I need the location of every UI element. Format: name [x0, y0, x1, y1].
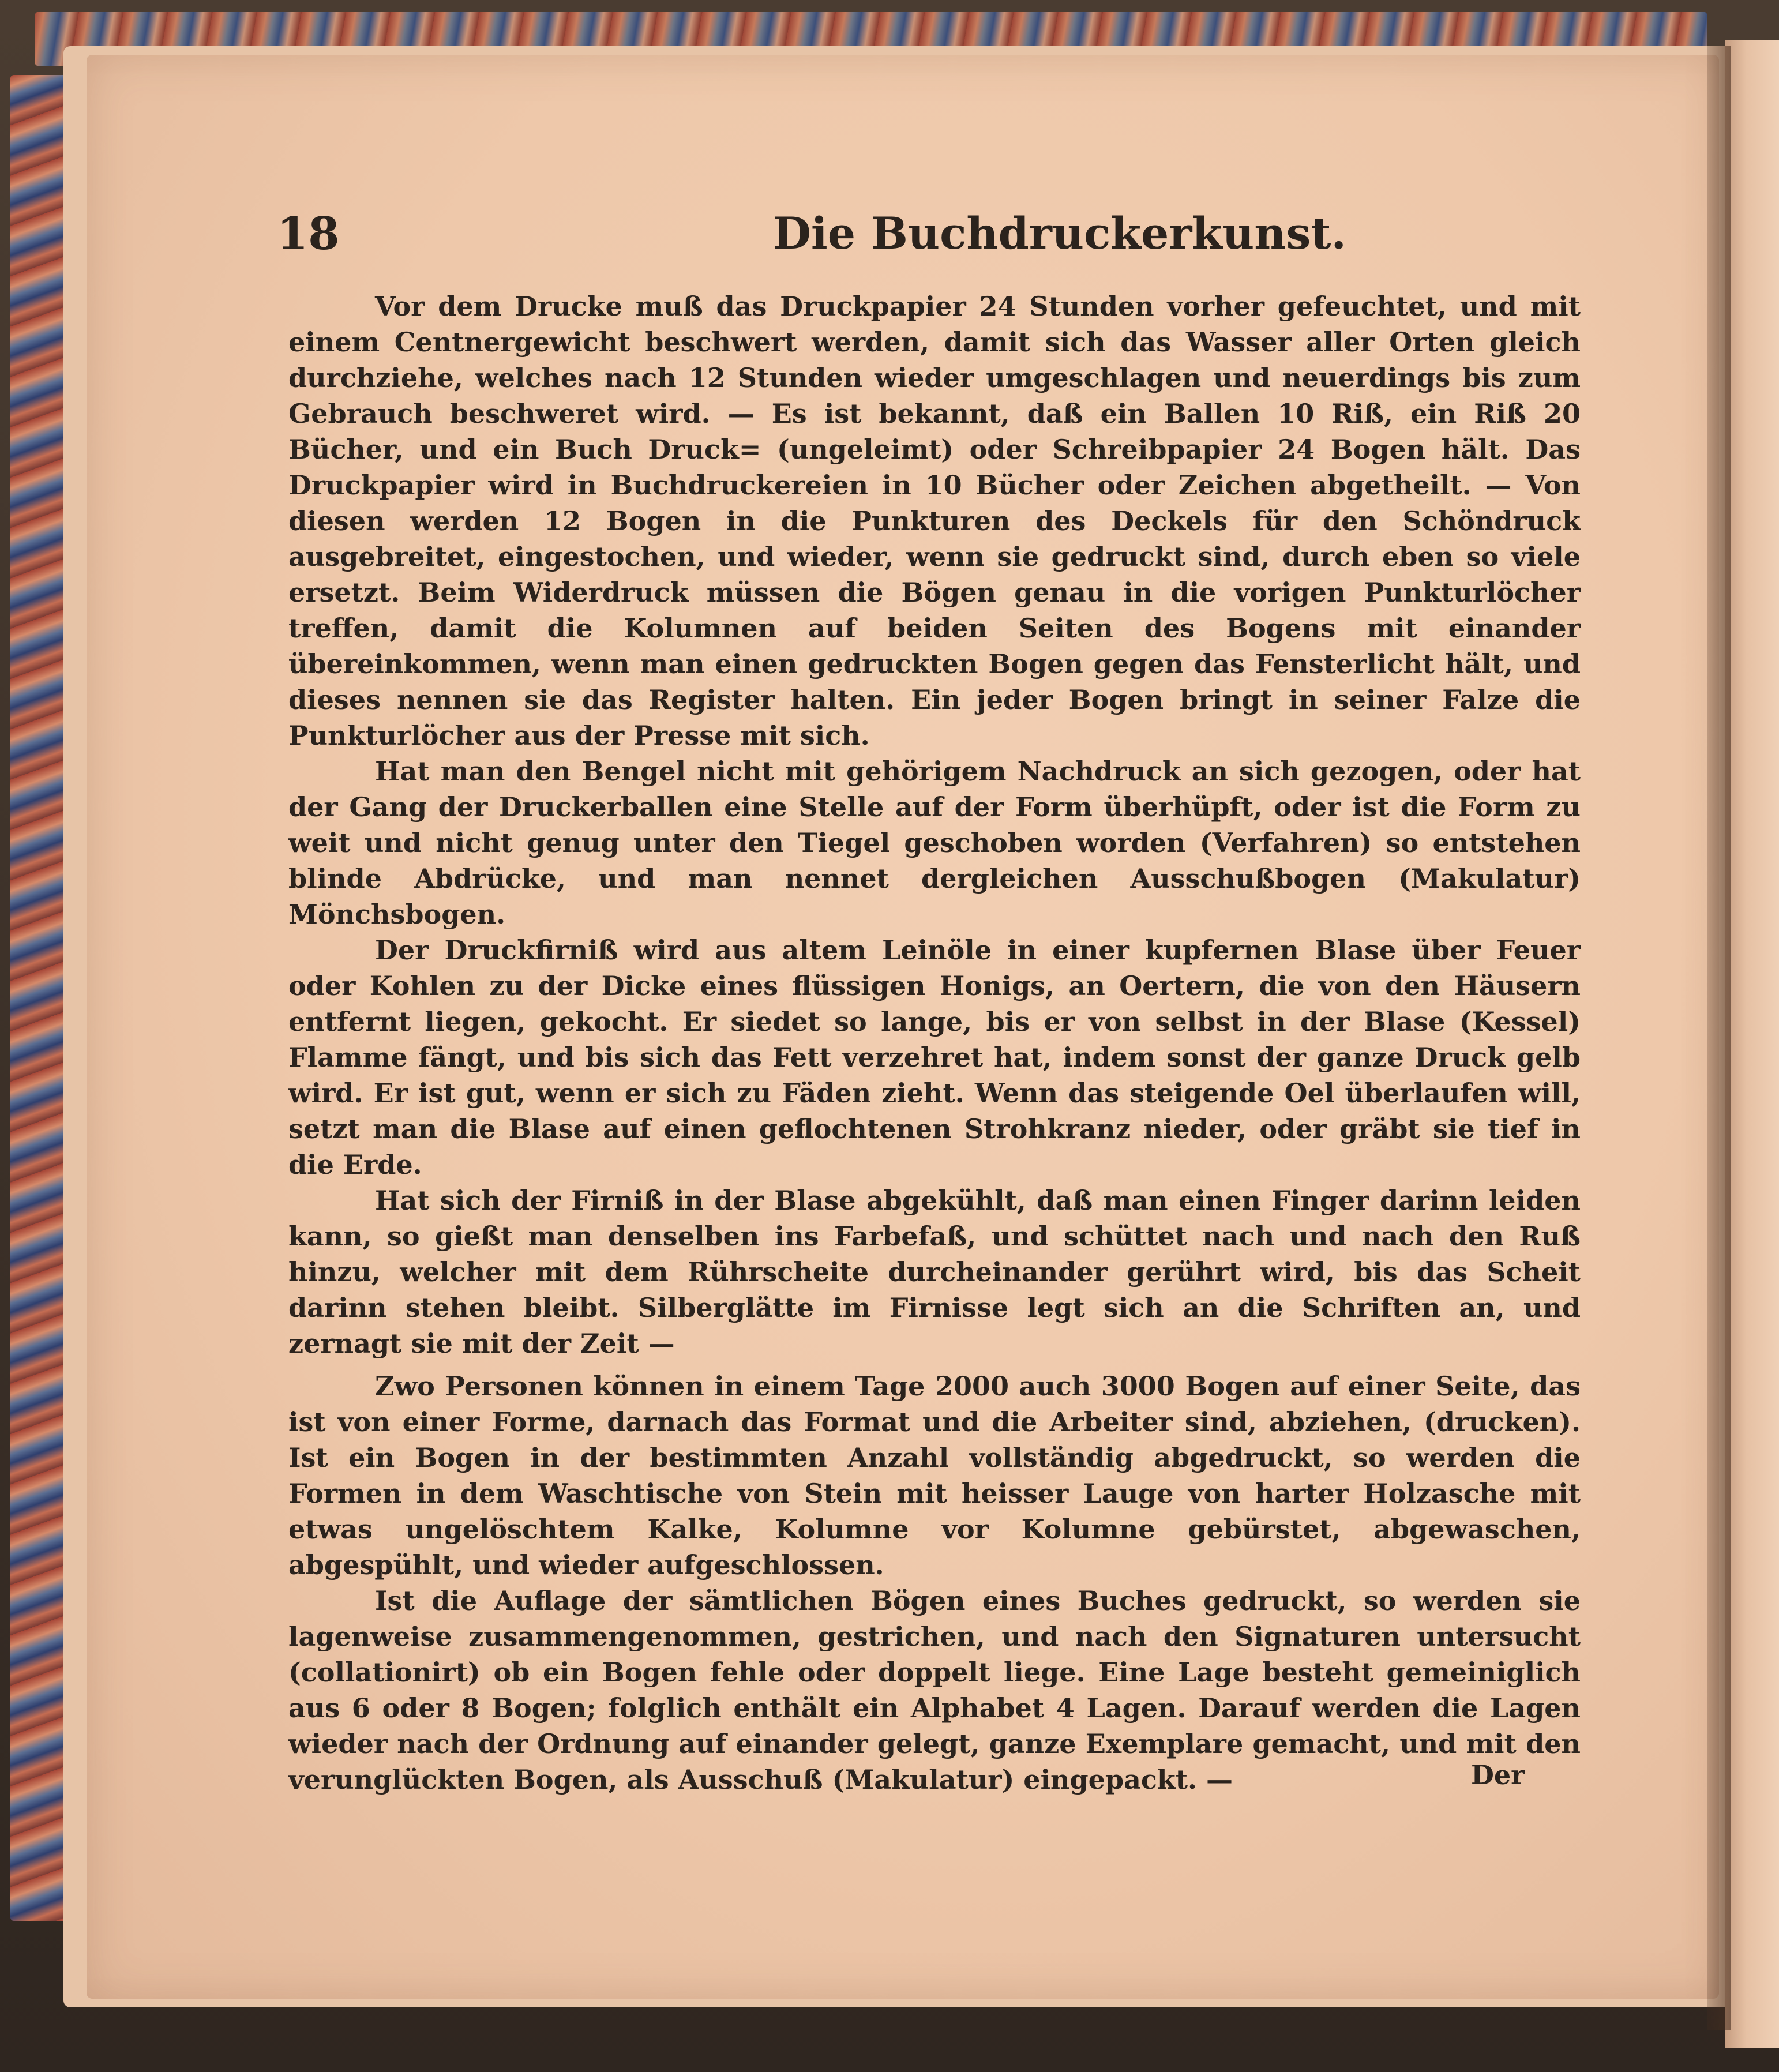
paragraph-varnish: Der Druckfirniß wird aus altem Leinöle in einer kupfernen Blase über Feuer oder Kohlen zu der Dicke eines flüssigen Honigs, an Oertern, die von den Häusern entfernt liegen, gekocht. Er siedet so lange, bis er von selbst in der Blase (Kessel) Flamme fängt, und bis sich das Fett verzehret hat, indem sonst der ganze Druck gelb wird. Er ist gut, wenn er sich zu Fäden zieht. Wenn das steigende Oel überlaufen will, setzt man die Blase auf einen geflochtenen Strohkranz nieder, oder gräbt sie tief in die Erde. [288, 934, 1581, 1180]
paragraph-collation: Ist die Auflage der sämtlichen Bögen eines Buches gedruckt, so werden sie lagenweise zusammengenommen, gestrichen, und nach den Signaturen untersucht (collationirt) ob ein Bogen fehle oder doppelt liege. Eine Lage besteht gemeiniglich aus 6 oder 8 Bogen; folglich enthält ein Alphabet 4 Lagen. Darauf werden die Lagen wieder nach der Ordnung auf einander gelegt, ganze Exemplare gemacht, und mit den verunglückten Bogen, als Ausschuß (Makulatur) eingepackt. — [288, 1585, 1581, 1795]
book-gutter [1707, 46, 1731, 2030]
running-title: Die Buchdruckerkunst. [773, 208, 1346, 259]
paragraph-blind-prints: Hat man den Bengel nicht mit gehörigem Nachdruck an sich gezogen, oder hat der Gang der Druckerballen eine Stelle auf der Form überhüpft, oder ist die Form zu weit und nicht genug unter den Tiegel geschoben worden (Verfahren) so entstehen blinde Abdrücke, und man nennet dergleichen Ausschußbogen (Makulatur) Mönchsbogen. [288, 756, 1581, 930]
paragraph-dampening: Vor dem Drucke muß das Druckpapier 24 Stunden vorher gefeuchtet, und mit einem Centnergewicht beschwert werden, damit sich das Wasser aller Orten gleich durchziehe, welches nach 12 Stunden wieder umgeschlagen und neuerdings bis zum Gebrauch beschweret wird. — Es ist bekannt, daß ein Ballen 10 Riß, ein Riß 20 Bücher, und ein Buch Druck= (ungeleimt) oder Schreibpapier 24 Bogen hält. Das Druckpapier wird in Buchdruckereien in 10 Bücher oder Zeichen abgetheilt. — Von diesen werden 12 Bogen in die Punkturen des Deckels für den Schöndruck ausgebreitet, eingestochen, und wieder, wenn sie gedruckt sind, durch eben so viele ersetzt. Beim Widerdruck müssen die Bögen genau in die vorigen Punkturlöcher treffen, damit die Kolumnen auf beiden Seiten des Bogens mit einander übereinkommen, wenn man einen gedruckten Bogen gegen das Fensterlicht hält, und dieses nennen sie das Register halten. Ein jeder Bogen bringt in seiner Falze die Punkturlöcher aus der Presse mit sich. [288, 291, 1581, 751]
page-header [277, 208, 1346, 271]
page-number: 18 [277, 208, 340, 260]
facing-page-edge [1725, 40, 1779, 2048]
catchword: Der [1471, 1759, 1525, 1791]
paragraph-output: Zwo Personen können in einem Tage 2000 auch 3000 Bogen auf einer Seite, das ist von einer Forme, darnach das Format und die Arbeiter sind, abziehen, (drucken). Ist ein Bogen in der bestimmten Anzahl vollständig abgedruckt, so werden die Formen in dem Waschtische von Stein mit heisser Lauge von harter Holzasche mit etwas ungelöschtem Kalke, Kolumne vor Kolumne gebürstet, abgewaschen, abgespühlt, und wieder aufgeschlossen. [288, 1371, 1581, 1581]
paragraph-ink-mixing: Hat sich der Firniß in der Blase abgekühlt, daß man einen Finger darinn leiden kann, so gießt man denselben ins Farbefaß, und schüttet nach und nach den Ruß hinzu, welcher mit dem Rührscheite durcheinander gerührt wird, bis das Scheit darinn stehen bleibt. Silberglätte im Firnisse legt sich an die Schriften an, und zernagt sie mit der Zeit — [288, 1185, 1581, 1359]
body-text [288, 288, 1581, 1797]
